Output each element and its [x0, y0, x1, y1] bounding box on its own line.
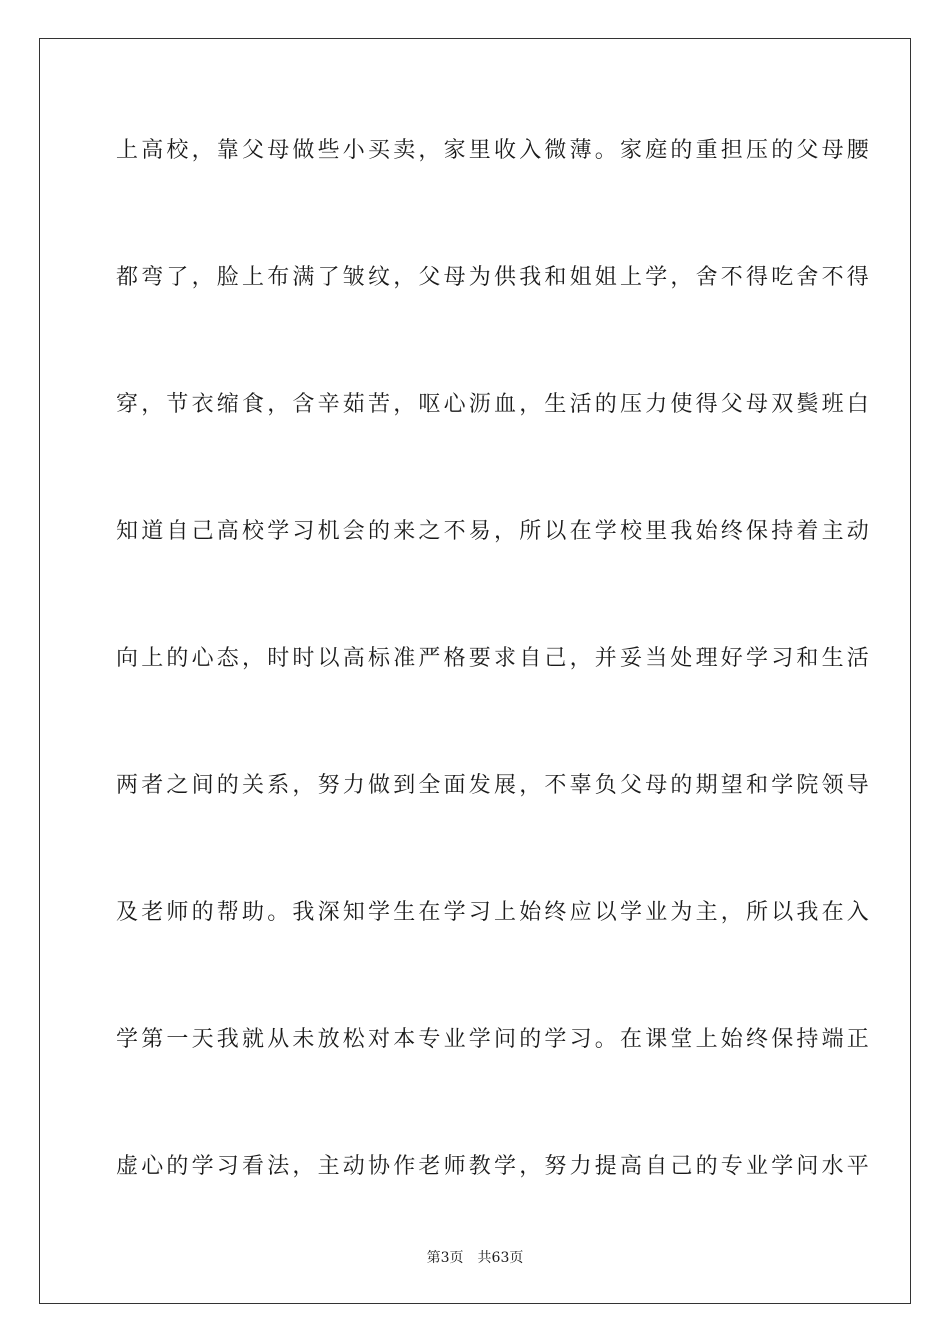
total-pages: 共63页 — [477, 1250, 524, 1266]
text-line: 向上的心态，时时以高标准严格要求自己，并妥当处理好学习和生活 — [116, 646, 873, 671]
text-line: 穿，节衣缩食，含辛茹苦，呕心沥血，生活的压力使得父母双鬓班白 — [116, 392, 873, 417]
text-line: 知道自己高校学习机会的来之不易，所以在学校里我始终保持着主动 — [116, 519, 873, 544]
text-line: 都弯了，脸上布满了皱纹，父母为供我和姐姐上学，舍不得吃舍不得 — [116, 265, 873, 290]
text-line: 及老师的帮助。我深知学生在学习上始终应以学业为主，所以我在入 — [116, 900, 873, 925]
text-line: 两者之间的关系，努力做到全面发展，不辜负父母的期望和学院领导 — [116, 773, 873, 798]
text-line: 虚心的学习看法，主动协作老师教学，努力提高自己的专业学问水平 — [116, 1154, 873, 1179]
text-line: 上高校，靠父母做些小买卖，家里收入微薄。家庭的重担压的父母腰 — [116, 138, 873, 163]
text-line: 学第一天我就从未放松对本专业学问的学习。在课堂上始终保持端正 — [116, 1027, 873, 1052]
page-footer — [0, 1248, 950, 1268]
document-body — [116, 118, 873, 1261]
page-number: 第3页 — [426, 1250, 464, 1266]
